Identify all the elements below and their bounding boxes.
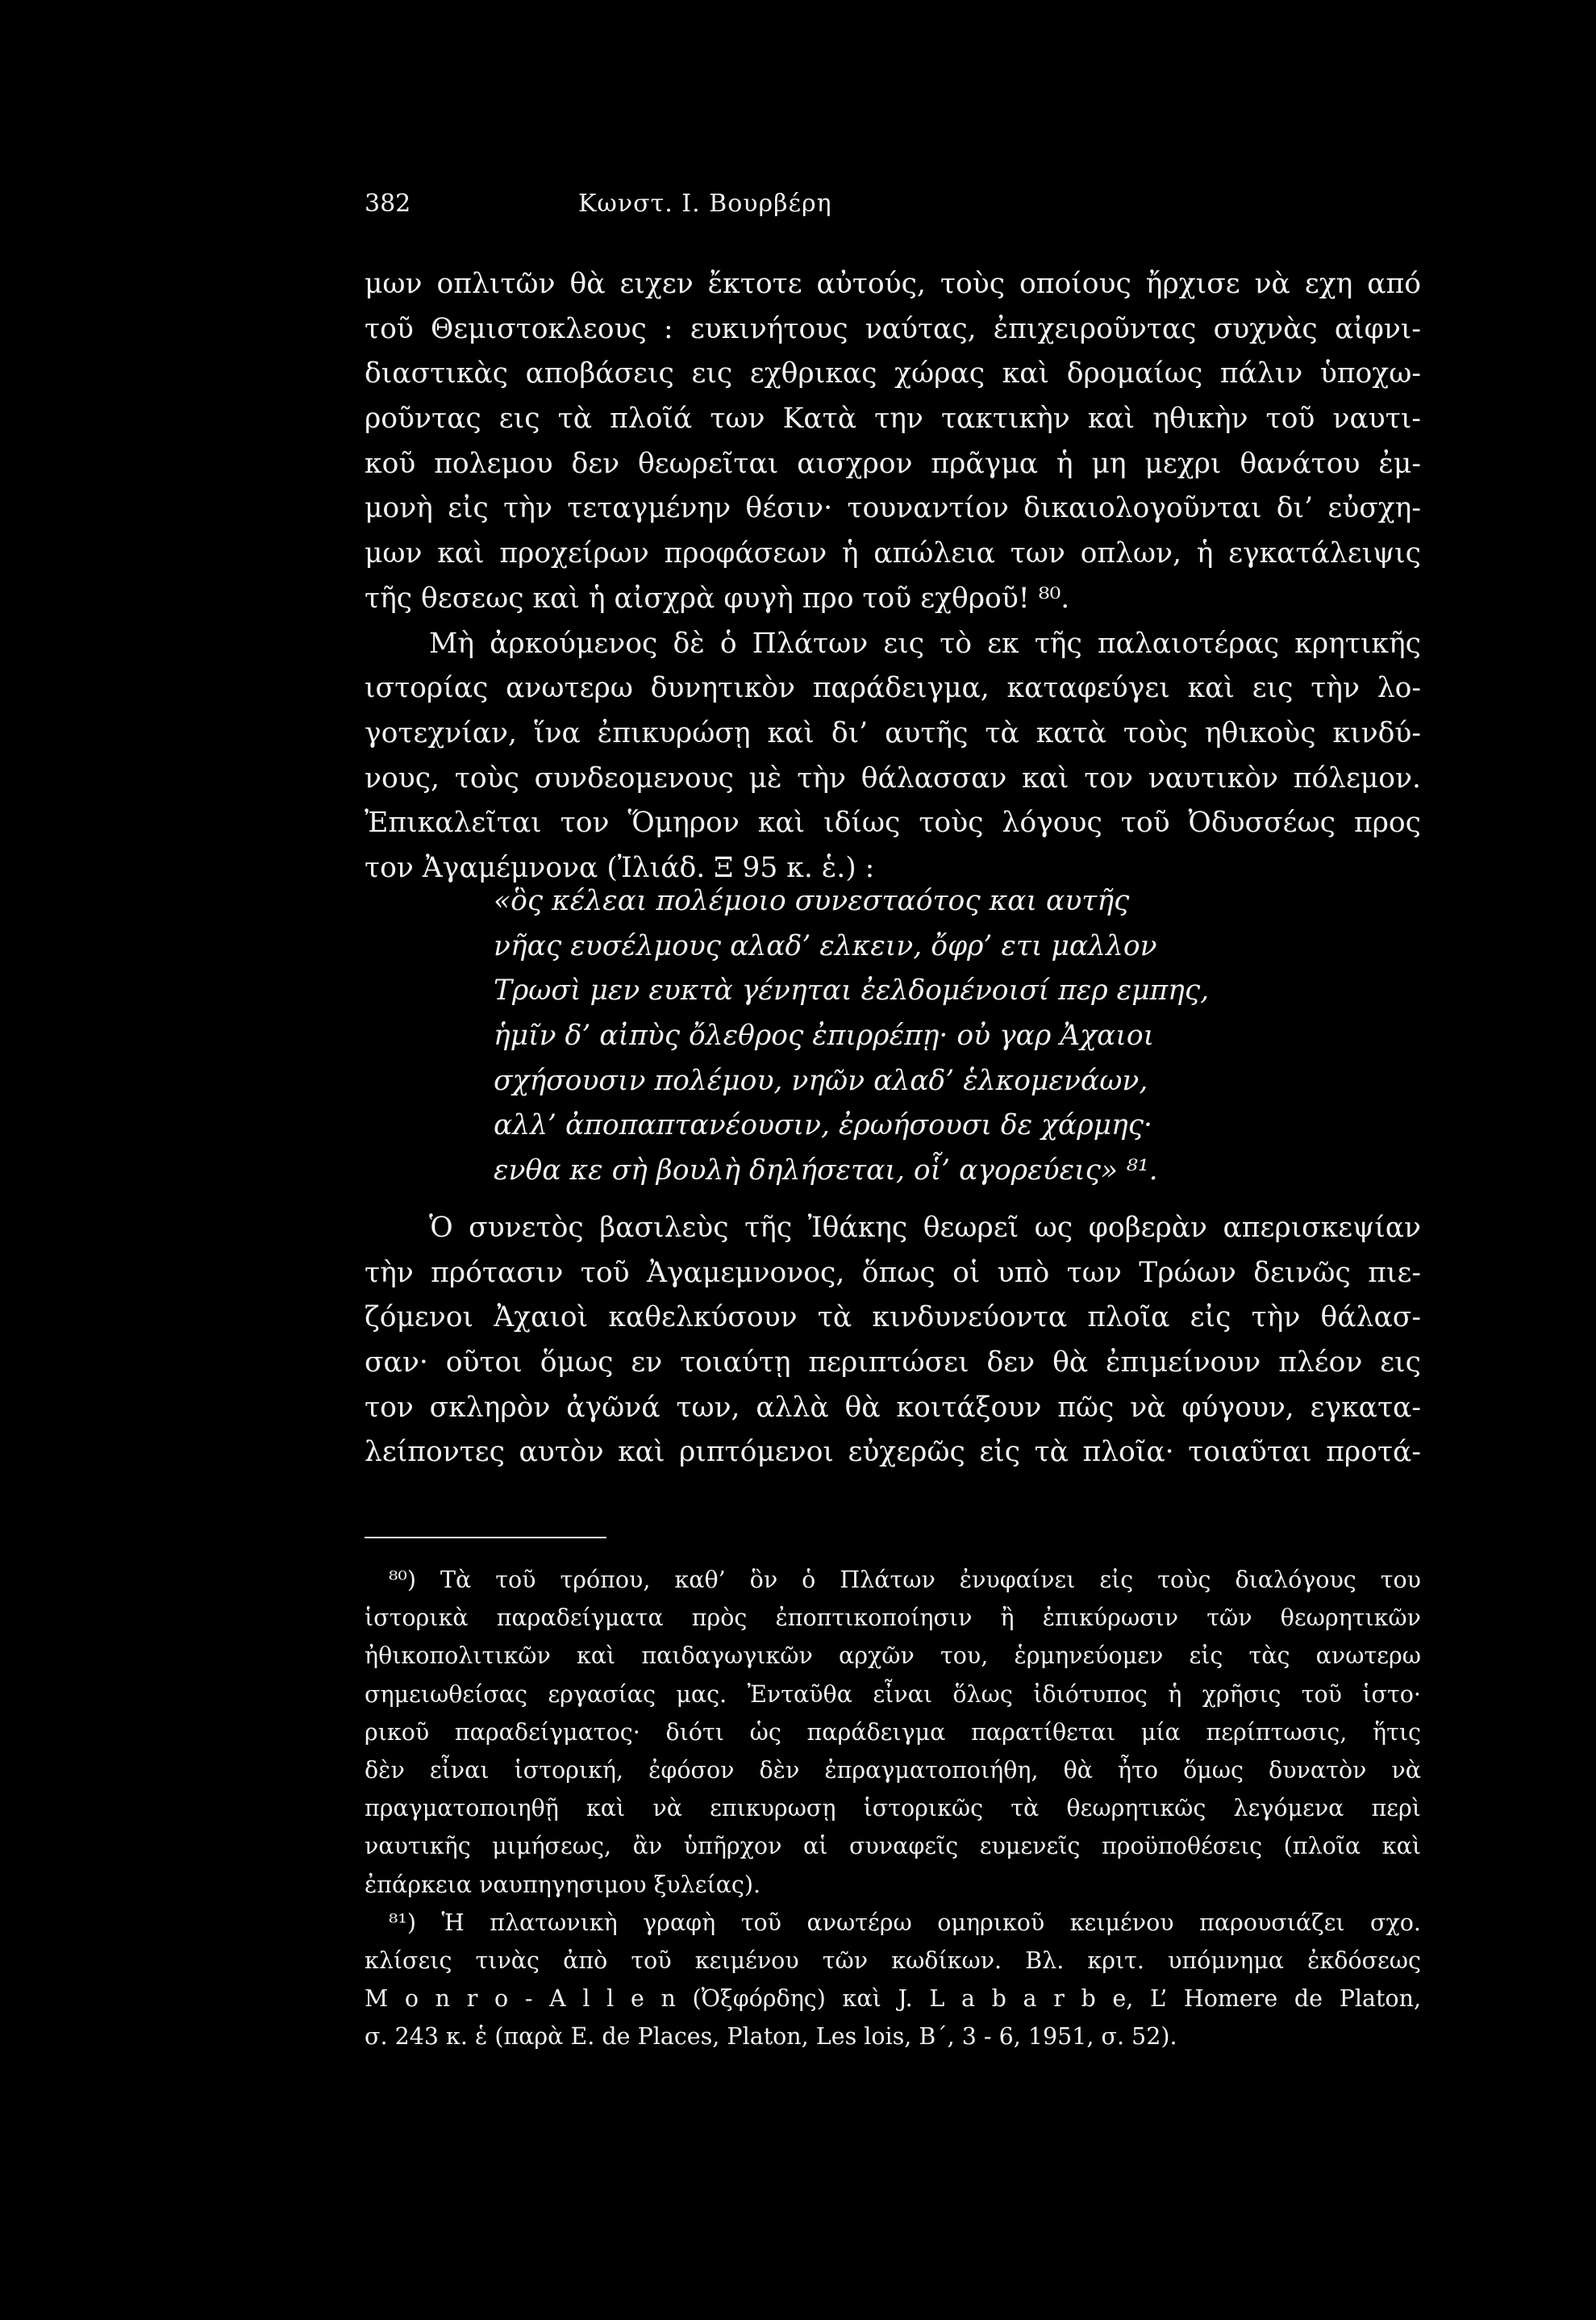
page-number: 382 [365,190,411,218]
quote-line: Τρωσὶ μεν ευκτὰ γένηται ἐελδομένοισί περ εμπης, [494,974,1210,1008]
quote-line: σχήσουσιν πολέμου, νηῶν αλαδ’ ἑλκομενάων, [494,1064,1148,1097]
quote-line: νῆας ευσέλμους αλαδ’ ελκειν, ὄφρ’ ετι μαλλον [494,929,1157,962]
footnote-line: ἐπάρκεια ναυπηγησιμου ξυλείας). [365,1871,760,1898]
quote-line: ενθα κε σὴ βουλὴ δηλήσεται, οἷ’ αγορεύεις» ⁸¹. [494,1154,1158,1187]
text-line: τὴν πρότασιν τοῦ Ἀγαμεμνονος, ὅπως οἱ υπὸ των Τρώων δεινῶς πιε- [365,1256,1421,1289]
text-line: ροῦντας εις τὰ πλοῖά των Κατὰ την τακτικὴν καὶ ηθικὴν τοῦ ναυτι- [365,403,1421,436]
footnote-line: σημειωθείσας εργασίας μας. Ἐνταῦθα εἶναι ὅλως ἰδιότυπος ἡ χρῆσις τοῦ ἱστο· [365,1680,1421,1708]
footnotes [365,1561,1421,2055]
footnote-line: ναυτικῆς μιμήσεως, ἂν ὑπῆρχον αἱ συναφεῖς ευμενεῖς προϋποθέσεις (πλοῖα καὶ [365,1833,1421,1860]
footnote-line: ἱστορικὰ παραδείγματα πρὸς ἐποπτικοποίησιν ἢ ἐπικύρωσιν τῶν θεωρητικῶν [365,1604,1421,1632]
footnote-line: πραγματοποιηθῇ καὶ νὰ επικυρωσῃ ἱστορικῶς τὰ θεωρητικῶς λεγόμενα περὶ [365,1795,1421,1822]
running-head: Κωνστ. Ι. Βουρβέρη [578,190,832,218]
text-line: τον σκληρὸν ἀγῶνά των, αλλὰ θὰ κοιτάξουν πῶς νὰ φύγουν, εγκατα- [365,1391,1421,1424]
text-line: Ἐπικαλεῖται τον Ὅμηρον καὶ ιδίως τοὺς λόγους τοῦ Ὀδυσσέως προς [365,807,1421,840]
text-line: λείποντες αυτὸν καὶ ριπτόμενοι εὐχερῶς εἰς τὰ πλοῖα· τοιαῦται προτά- [365,1436,1421,1469]
text-line: μων καὶ προχείρων προφάσεων ἡ απώλεια των οπλων, ἡ εγκατάλειψις [365,537,1421,570]
text-line: Μὴ ἀρκούμενος δὲ ὁ Πλάτων εις τὸ εκ τῆς παλαιοτέρας κρητικῆς [429,627,1421,660]
page-header [365,184,1413,224]
text-line: σαν· οῦτοι ὅμως εν τοιαύτῃ περιπτώσει δεν θὰ ἐπιμείνουν πλέον εις [365,1346,1421,1379]
text-line: γοτεχνίαν, ἵνα ἐπικυρώσῃ καὶ δι’ αυτῆς τὰ κατὰ τοὺς ηθικοὺς κινδύ- [365,716,1421,749]
text-line: νους, τοὺς συνδεομενους μὲ τὴν θάλασσαν καὶ τον ναυτικὸν πόλεμον. [365,762,1421,795]
main-text-lower [365,1206,1421,1475]
footnote-line: ἠθικοπολιτικῶν καὶ παιδαγωγικῶν αρχῶν του, ἑρμηνεύομεν εἰς τὰς ανωτερω [365,1642,1421,1670]
quote-line: ἡμῖν δ’ αἰπὺς ὄλεθρος ἐπιρρέπῃ· οὐ γαρ Ἀχαιοι [494,1020,1155,1053]
quote-line: «ὃς κέλεαι πολέμοιο συνεσταότος και αυτῆς [494,885,1130,917]
text-line: διαστικὰς αποβάσεις εις εχθρικας χώρας καὶ δρομαίως πάλιν ὑποχω- [365,357,1421,390]
homer-quotation [494,879,1381,1194]
footnote-line: M o n r o - A l l e n (Ὀξφόρδης) καὶ J. L a b a r b e, L’ Homere de Platon, [365,1985,1421,2013]
text-line: τοῦ Θεμιστοκλεους : ευκινήτους ναύτας, ἐπιχειροῦντας συχνὰς αἰφνι- [365,312,1421,345]
quote-line: αλλ’ ἀποπαπτανέουσιν, ἐρωήσουσι δε χάρμης· [494,1109,1152,1142]
footnote-line: κλίσεις τινὰς ἀπὸ τοῦ κειμένου τῶν κωδίκων. Βλ. κριτ. υπόμνημα ἐκδόσεως [365,1947,1421,1974]
text-line: κοῦ πολεμου δεν θεωρεῖται αισχρον πρᾶγμα ἡ μη μεχρι θανάτου ἐμ- [365,447,1421,480]
text-line: τῆς θεσεως καὶ ἡ αἰσχρὰ φυγὴ προ τοῦ εχθροῦ! ⁸⁰. [365,582,1070,615]
text-line: ιστορίας ανωτερω δυνητικὸν παράδειγμα, καταφεύγει καὶ εις τὴν λο- [365,672,1421,705]
text-line: μονὴ εἰς τὴν τεταγμένην θέσιν· τουναντίον δικαιολογοῦνται δι’ εὐσχη- [365,492,1421,525]
main-text-upper [365,262,1421,891]
footnote-line: ⁸⁰) Τὰ τοῦ τρόπου, καθ’ ὃν ὁ Πλάτων ἐνυφαίνει εἰς τοὺς διαλόγους του [389,1567,1421,1593]
footnote-line: ρικοῦ παραδείγματος· διότι ὡς παράδειγμα παρατίθεται μία περίπτωσις, ἥτις [365,1718,1421,1746]
text-line: μων οπλιτῶν θὰ ειχεν ἔκτοτε αὐτούς, τοὺς οποίους ἤρχισε νὰ εχη από [365,268,1421,300]
footnote-line: ⁸¹) Ἡ πλατωνικὴ γραφὴ τοῦ ανωτέρω ομηρικοῦ κειμένου παρουσιάζει σχο. [389,1909,1421,1936]
footnote-separator [365,1537,606,1538]
footnote-line: σ. 243 κ. ἑ (παρὰ E. de Places, Platon, Les lois, B΄, 3 - 6, 1951, σ. 52). [365,2023,1177,2051]
text-line: τον Ἀγαμέμνονα (Ἰλιάδ. Ξ 95 κ. ἑ.) : [365,851,875,884]
text-line: Ὁ συνετὸς βασιλεὺς τῆς Ἰθάκης θεωρεῖ ως φοβερὰν απερισκεψίαν [429,1212,1421,1244]
footnote-line: δὲν εἶναι ἱστορική, ἐφόσον δὲν ἐπραγματοποιήθη, θὰ ἦτο ὅμως δυνατὸν νὰ [365,1756,1421,1784]
text-line: ζόμενοι Ἀχαιοὶ καθελκύσουν τὰ κινδυνεύοντα πλοῖα εἰς τὴν θάλασ- [365,1301,1421,1334]
